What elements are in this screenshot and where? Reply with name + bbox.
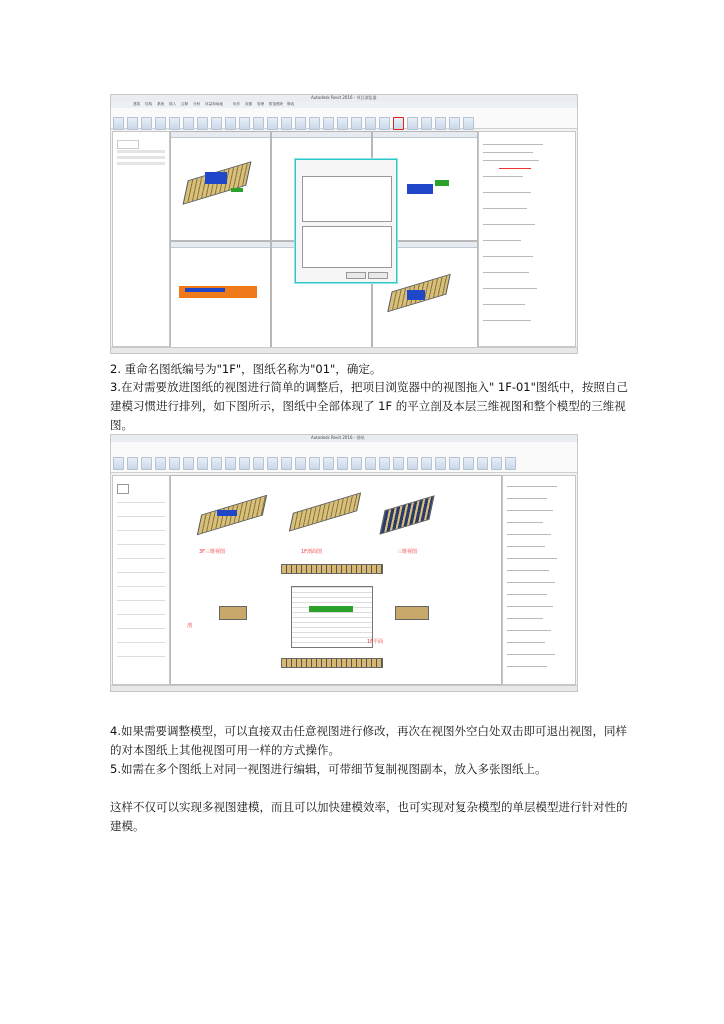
view-window-title [373,132,477,138]
ribbon-tool[interactable] [127,457,138,470]
tab-2[interactable]: 系统 [157,102,165,106]
ribbon-tool[interactable] [197,457,208,470]
browser-tree-line [507,582,555,583]
ribbon-tool[interactable] [295,117,306,130]
properties-row [117,628,165,629]
ribbon-tool[interactable] [155,457,166,470]
browser-tree-line [483,272,529,273]
ribbon-tool[interactable] [169,117,180,130]
ribbon-tool[interactable] [463,457,474,470]
ribbon-tool[interactable] [309,457,320,470]
ribbon [111,442,577,473]
model-blue-part [205,172,227,184]
browser-tree-line [507,630,551,631]
ribbon-tool[interactable] [407,457,418,470]
ribbon-tool[interactable] [435,117,446,130]
tab-0[interactable]: 建筑 [133,102,141,106]
browser-tree-line [507,654,555,655]
properties-panel [112,475,170,685]
new-sheet-tool-highlighted[interactable] [393,117,404,130]
ribbon-tool[interactable] [113,117,124,130]
ribbon-tool[interactable] [253,457,264,470]
model-blue-part [407,290,425,300]
ribbon-tool[interactable] [365,117,376,130]
step-4-text: 4.如果需要调整模型，可以直接双击任意视图进行修改，再次在视图外空白处双击即可退出视图，同样的对本图纸上其他视图可用一样的方式操作。 [110,724,627,757]
window-title: Autodesk Revit 2016 - 项目浏览器 [311,95,377,100]
browser-tree-line [483,304,525,305]
browser-tree-line [507,546,545,547]
ribbon-tool[interactable] [477,457,488,470]
floor-plan [291,586,373,648]
ribbon-tool[interactable] [211,457,222,470]
model-green-part [435,180,449,186]
dialog-cancel-button[interactable] [368,272,388,279]
step-3-text: 3.在对需要放进图纸的视图进行简单的调整后，把项目浏览器中的视图拖入" 1F-01"图纸中，按照自己建模习惯进行排列，如下图所示，图纸中全部体现了 1F 的平立剖及本层三维视图和整个模型的三维视图。 [110,380,628,432]
ribbon-tool[interactable] [323,117,334,130]
browser-tree-line [507,666,547,667]
browser-tree-line [483,288,537,289]
model-3d-view-right [379,495,434,534]
ribbon-tool[interactable] [351,117,362,130]
tab-3[interactable]: 插入 [169,102,177,106]
ribbon-tool[interactable] [421,117,432,130]
model-blue-part [217,510,237,516]
ribbon-tool[interactable] [183,117,194,130]
step-2-text: 2. 重命名图纸编号为"1F"，图纸名称为"01"，确定。 [110,362,382,376]
browser-tree-line [483,320,531,321]
window-title: Autodesk Revit 2016 - 图纸 [311,435,365,440]
ribbon-tool[interactable] [365,457,376,470]
view-window-title [171,242,270,248]
properties-row [117,656,165,657]
sheet-label-c: 三维视图 [397,549,418,555]
ribbon-tool[interactable] [505,457,516,470]
revit-screenshot-2 [110,434,578,692]
tab-11[interactable]: 修改 [287,102,295,106]
project-browser [478,131,576,347]
ribbon-tool[interactable] [141,117,152,130]
properties-panel [112,131,170,347]
ribbon-tool[interactable] [169,457,180,470]
view-window-title [272,132,371,138]
properties-row [117,516,165,517]
paragraph-6 [110,798,630,836]
tab-1[interactable]: 结构 [145,102,153,106]
ribbon-tool[interactable] [421,457,432,470]
ribbon-tabs [111,102,577,108]
ribbon-tool[interactable] [351,457,362,470]
paragraph-2 [110,360,630,379]
browser-tree-line [483,152,533,153]
elevation-strip-bottom [281,658,383,668]
browser-tree-line [483,176,523,177]
tab-7[interactable]: 协作 [233,102,241,106]
browser-tree-line [507,642,545,643]
browser-tree-line [507,486,557,487]
ribbon-tool[interactable] [449,457,460,470]
ribbon-tool[interactable] [239,457,250,470]
properties-row [117,572,165,573]
properties-row [117,586,165,587]
browser-tree-line [507,570,549,571]
model-green-part [231,188,243,192]
ribbon-tool[interactable] [183,457,194,470]
ribbon-tool[interactable] [267,117,278,130]
tab-6[interactable]: 体量和场地 [205,102,223,106]
browser-tree-line [507,558,557,559]
sheet-label-e: 剖 [187,623,193,629]
ribbon-tools [113,457,575,473]
browser-tree-line [507,606,553,607]
browser-tree-line [507,522,543,523]
browser-tree-line [507,594,547,595]
ribbon-tool[interactable] [253,117,264,130]
ribbon-tool[interactable] [463,117,474,130]
sheet-canvas[interactable] [170,475,502,685]
tab-8[interactable]: 视图 [245,102,253,106]
tab-9[interactable]: 管理 [257,102,265,106]
ribbon-tool[interactable] [337,117,348,130]
tab-4[interactable]: 注释 [181,102,189,106]
properties-row [117,162,165,165]
titleblock-list[interactable] [302,176,392,222]
ribbon-tool[interactable] [127,117,138,130]
properties-row [117,530,165,531]
new-sheet-dialog [295,159,397,283]
ribbon-tool[interactable] [225,457,236,470]
properties-row [117,502,165,503]
paragraph-5 [110,760,630,779]
browser-tree-line [483,144,543,145]
ribbon-tool[interactable] [309,117,320,130]
model-blue-part [407,184,433,194]
model-blue-part [185,288,225,292]
ribbon-tool[interactable] [491,457,502,470]
properties-row [117,150,165,153]
browser-tree-line [483,240,521,241]
sheet-label-d: 1F平面 [367,639,384,645]
placeholder-sheet-list[interactable] [302,226,392,268]
plan-green-zone [309,606,353,612]
tab-5[interactable]: 分析 [193,102,201,106]
ribbon-tool[interactable] [393,457,404,470]
ribbon-tool[interactable] [337,457,348,470]
status-bar [111,685,577,691]
browser-tree-line [483,256,533,257]
ribbon-tool[interactable] [407,117,418,130]
ribbon-tool[interactable] [281,117,292,130]
sheet-label-a: 3F三维视图 [199,549,226,555]
properties-type-preview [117,140,139,149]
ribbon-tool[interactable] [239,117,250,130]
conclusion-text: 这样不仅可以实现多视图建模，而且可以加快建模效率，也可实现对复杂模型的单层模型进行针对性的建模。 [110,800,628,833]
elevation-right [395,606,429,620]
ribbon-tool[interactable] [449,117,460,130]
sheet-type-icon [117,484,129,494]
browser-tree-line [483,192,531,193]
ribbon-tool[interactable] [323,457,334,470]
project-browser [502,475,576,685]
revit-screenshot-1 [110,94,578,354]
step-5-text: 5.如需在多个图纸上对同一视图进行编辑，可带细节复制视图副本，放入多张图纸上。 [110,762,547,776]
view-window-4[interactable] [170,241,271,349]
paragraph-3 [110,378,630,435]
browser-tree-line [483,224,535,225]
ribbon-tool[interactable] [267,457,278,470]
ribbon-tool[interactable] [379,117,390,130]
browser-tree-line [483,160,539,161]
browser-tree-line [507,618,543,619]
properties-row [117,156,165,159]
paragraph-4 [110,722,630,760]
properties-row [117,614,165,615]
browser-tree-line [507,510,553,511]
ribbon-tool[interactable] [225,117,236,130]
ribbon-tool[interactable] [295,457,306,470]
properties-row [117,558,165,559]
elevation-strip-top [281,564,383,574]
sheet-label-b: 1F剖面图 [301,549,323,555]
properties-row [117,642,165,643]
ribbon-tool[interactable] [281,457,292,470]
ribbon-tool[interactable] [211,117,222,130]
browser-tree-line [483,208,527,209]
browser-tree-line [507,498,547,499]
sheets-highlight-box [499,168,531,169]
status-bar [111,347,577,353]
view-window-3d-1[interactable] [170,131,271,241]
ribbon-tool[interactable] [141,457,152,470]
properties-row [117,600,165,601]
ribbon-tool[interactable] [155,117,166,130]
tab-10[interactable]: 附加模块 [269,102,284,106]
browser-tree-line [507,534,551,535]
elevation-left [219,606,247,620]
ribbon-tool[interactable] [435,457,446,470]
properties-row [117,544,165,545]
ribbon-tool[interactable] [113,457,124,470]
ribbon-tool[interactable] [379,457,390,470]
view-window-title [171,132,270,138]
dialog-ok-button[interactable] [346,272,366,279]
ribbon-tool[interactable] [197,117,208,130]
model-section-view [289,492,361,531]
